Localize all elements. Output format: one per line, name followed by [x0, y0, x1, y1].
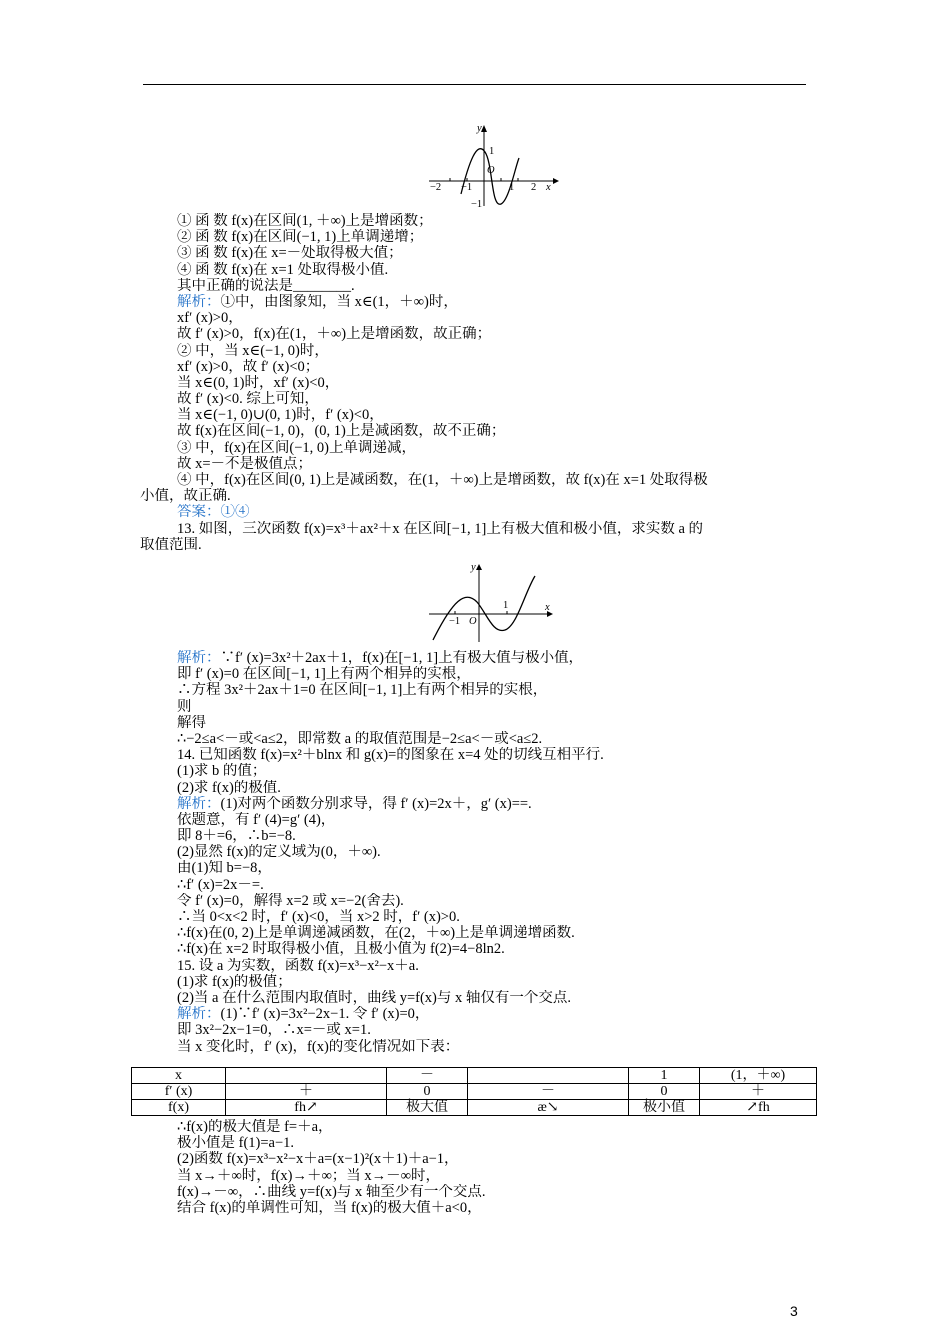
table-cell: 0 [387, 1084, 468, 1100]
text-line: 其中正确的说法是________. [177, 277, 355, 294]
analysis-line: 解析：∵f′ (x)=3x²＋2ax＋1，f(x)在[−1, 1]上有极大值与极小值， [177, 650, 584, 666]
text-line: ② 函 数 f(x)在区间(−1, 1)上单调递增； [177, 229, 424, 246]
text-line: ∴f(x)的极大值是 f=＋a， [177, 1119, 333, 1135]
table-cell: 1 [629, 1068, 700, 1084]
text-line: xf′ (x)>0， [177, 310, 243, 327]
text-line: (2)显然 f(x)的定义域为(0，＋∞). [177, 844, 381, 861]
text-line: 结合 f(x)的单调性可知，当 f(x)的极大值＋a<0， [177, 1199, 482, 1216]
text-line: 则 [177, 698, 192, 715]
analysis-line: 解析：(1)对两个函数分别求导，得 f′ (x)=2x＋，g′ (x)==. [177, 795, 532, 812]
fig1-label-top: 1 [489, 146, 495, 157]
fig1-label-p2: 2 [531, 182, 537, 193]
text-line: ③ 函 数 f(x)在 x=－处取得极大值； [177, 245, 403, 262]
figure-1-graph [425, 118, 565, 210]
text-line: 当 x∈(−1, 0)∪(0, 1)时，f′ (x)<0， [177, 407, 384, 424]
text-line: (2)函数 f(x)=x³−x²−x＋a=(x−1)²(x＋1)＋a−1， [177, 1151, 459, 1168]
analysis-line: 解析：(1)∵f′ (x)=3x²−2x−1. 令 f′ (x)=0， [177, 1006, 430, 1023]
text-line: ④ 中，f(x)在区间(0, 1)上是减函数，在(1，＋∞)上是增函数，故 f(x)在 x=1 处取得极 [177, 472, 708, 488]
fig1-label-p1: 1 [509, 182, 515, 193]
table-cell: 0 [629, 1084, 700, 1100]
problem-15-line: 15. 设 a 为实数，函数 f(x)=x³−x²−x＋a. [177, 957, 419, 974]
text-line: 故 f(x)在区间(−1, 0)，(0, 1)上是减函数，故不正确； [177, 423, 506, 440]
text-line: 即 3x²−2x−1=0，∴x=－或 x=1. [177, 1022, 371, 1039]
text-block-2 [177, 650, 817, 1055]
table-cell: f(x) [132, 1100, 226, 1116]
analysis-label: 解析： [177, 795, 221, 812]
problem-14-line: 14. 已知函数 f(x)=x²＋blnx 和 g(x)=的图象在 x=4 处的切线互相平行. [177, 747, 604, 764]
text-line: ∴当 0<x<2 时，f′ (x)<0，当 x>2 时，f′ (x)>0. [177, 909, 460, 925]
text-line: 故 f′ (x)<0. 综上可知， [177, 391, 319, 408]
text-line: 极小值是 f(1)=a−1. [177, 1135, 295, 1152]
fig1-label-origin: O [487, 165, 495, 176]
fig2-label-x: x [545, 602, 550, 613]
header-rule [143, 84, 806, 85]
fig2-label-origin: O [469, 616, 477, 627]
fig1-label-bottom: −1 [471, 199, 483, 210]
problem-13-line: 取值范围. [140, 536, 202, 553]
text-line: ③ 中，f(x)在区间(−1, 0)上单调递减， [177, 439, 416, 456]
text-line: f(x)→－∞，∴曲线 y=f(x)与 x 轴至少有一个交点. [177, 1183, 486, 1200]
text-line: (2)当 a 在什么范围内取值时，曲线 y=f(x)与 x 轴仅有一个交点. [177, 989, 572, 1006]
text-line: (1)求 b 的值； [177, 763, 267, 780]
text-line: ① 函 数 f(x)在区间(1, ＋∞)上是增函数； [177, 213, 433, 229]
fig1-label-x: x [546, 182, 551, 193]
fig2-label-m1: −1 [449, 616, 461, 627]
text-line: (1)求 f(x)的极值； [177, 973, 292, 990]
table-cell [468, 1068, 629, 1084]
analysis-line: 解析：①中，由图象知，当 x∈(1，＋∞)时， [177, 293, 458, 310]
table-cell: x [132, 1068, 226, 1084]
text-line: 解得 [177, 714, 206, 731]
table-cell: fh↗ [226, 1100, 387, 1116]
table-cell [226, 1068, 387, 1084]
text-line: 即 8＋=6，∴b=−8. [177, 828, 296, 845]
table-cell: ↗fh [700, 1100, 817, 1116]
text-line: 令 f′ (x)=0，解得 x=2 或 x=−2(舍去). [177, 892, 404, 909]
text-line: ∴方程 3x²＋2ax＋1=0 在区间[−1, 1]上有两个相异的实根， [177, 682, 548, 699]
problem-13-line: 13. 如图，三次函数 f(x)=x³＋ax²＋x 在区间[−1, 1]上有极大值和极小值，求实数 a 的 [177, 520, 704, 537]
analysis-label: 解析： [177, 650, 221, 666]
text-line: 当 x→＋∞时，f(x)→＋∞；当 x→－∞时， [177, 1167, 440, 1184]
table-row [132, 1100, 817, 1116]
text-line: ∴−2≤a<－或<a≤2，即常数 a 的取值范围是−2≤a<－或<a≤2. [177, 730, 543, 747]
table-cell: (1，＋∞) [700, 1068, 817, 1084]
fig1-label-m1: −1 [461, 182, 473, 193]
text-line: ∴f(x)在(0, 2)上是单调递减函数，在(2，＋∞)上是单调递增函数. [177, 925, 575, 942]
table-cell: 极大值 [387, 1100, 468, 1116]
text-line: xf′ (x)>0，故 f′ (x)<0； [177, 358, 320, 375]
text-line: 当 x∈(0, 1)时，xf′ (x)<0， [177, 374, 340, 391]
table-row [132, 1068, 817, 1084]
text-line: 当 x 变化时，f′ (x)，f(x)的变化情况如下表： [177, 1038, 460, 1055]
text-line: 即 f′ (x)=0 在区间[−1, 1]上有两个相异的实根， [177, 666, 471, 683]
table-cell: æ↘ [468, 1100, 629, 1116]
text-block-3 [177, 1119, 817, 1216]
text-line: ② 中，当 x∈(−1, 0)时， [177, 342, 329, 359]
page-number: 3 [790, 1303, 798, 1319]
text-line: ∴f(x)在 x=2 时取得极小值，且极小值为 f(2)=4−8ln2. [177, 941, 505, 958]
table-cell: － [468, 1084, 629, 1100]
table-cell: ＋ [700, 1084, 817, 1100]
variation-table [131, 1067, 817, 1116]
fig1-label-y: y [477, 123, 482, 134]
table-cell: f′ (x) [132, 1084, 226, 1100]
text-line: 故 f′ (x)>0，f(x)在(1，＋∞)上是增函数，故正确； [177, 326, 492, 343]
text-line: 小值，故正确. [140, 488, 231, 505]
text-block-1 [140, 213, 817, 553]
figure-2-graph [425, 562, 560, 644]
fig1-label-m2: −2 [430, 182, 442, 193]
analysis-label: 解析： [177, 1006, 221, 1023]
text-line: ④ 函 数 f(x)在 x=1 处取得极小值. [177, 261, 389, 278]
text-line: 故 x=－不是极值点； [177, 455, 313, 472]
answer-line: 答案：①④ [177, 504, 250, 521]
text-line: 由(1)知 b=−8， [177, 860, 272, 877]
analysis-label: 解析： [177, 293, 221, 310]
fig2-label-p1: 1 [503, 600, 509, 611]
table-row [132, 1084, 817, 1100]
text-line: ∴f′ (x)=2x－=. [177, 876, 264, 893]
text-line: (2)求 f(x)的极值. [177, 779, 281, 796]
fig2-label-y: y [471, 562, 476, 573]
table-cell: 极小值 [629, 1100, 700, 1116]
table-cell: ＋ [226, 1084, 387, 1100]
text-line: 依题意，有 f′ (4)=g′ (4)， [177, 811, 336, 828]
table-cell: － [387, 1068, 468, 1084]
